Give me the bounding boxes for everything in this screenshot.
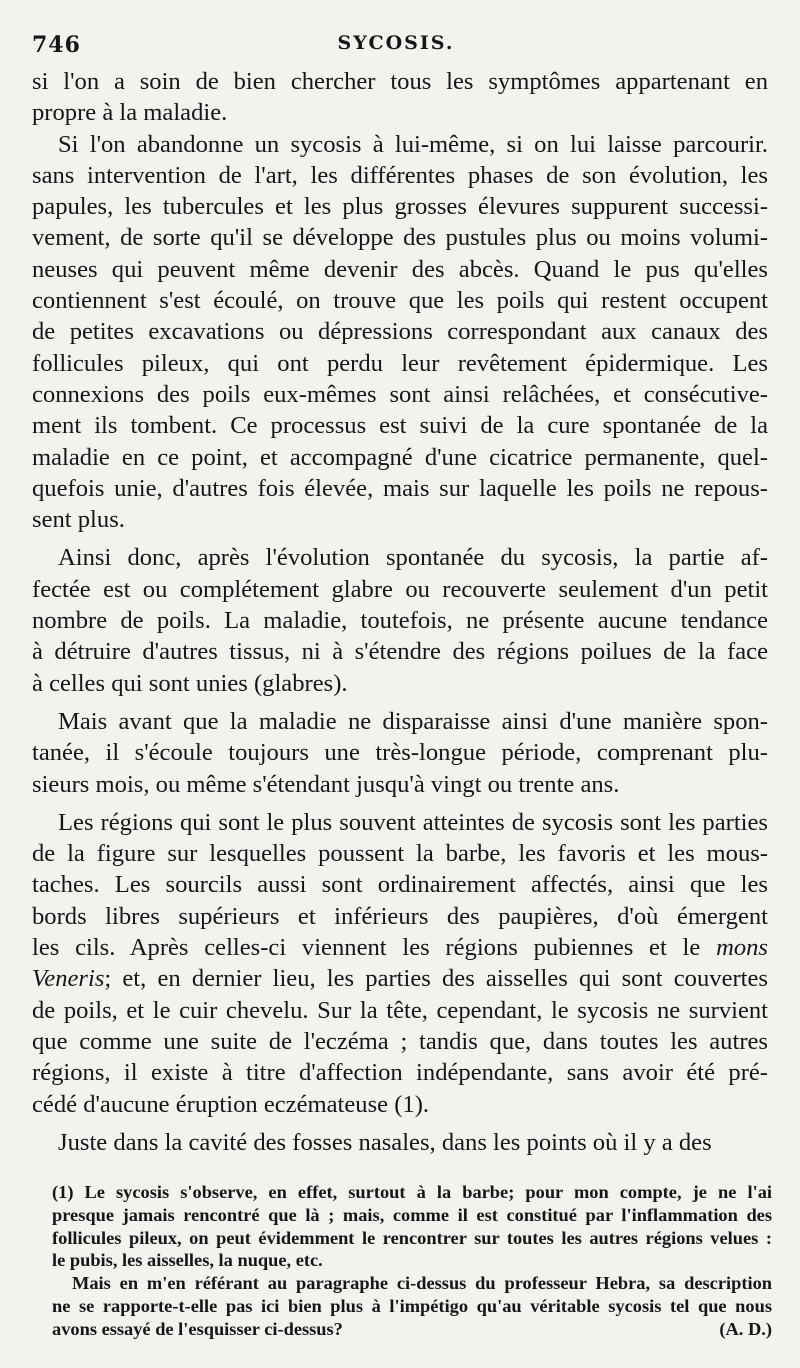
footnote-line: (1) Le sycosis s'observe, en effet, surtout à la barbe; pour mon compte, je ne l'ai (52, 1182, 772, 1202)
text-line: les cils. Après celles-ci viennent les régions pubiennes et le mons (32, 934, 768, 962)
text-line: à détruire d'autres tissus, ni à s'étendre des régions poilues de la face (32, 638, 768, 666)
text-line: quefois unie, d'autres fois élevée, mais sur laquelle les poils ne repous- (32, 474, 768, 502)
footnote-line: presque jamais rencontré que là ; mais, comme il est constitué par l'inflammation des (52, 1204, 772, 1225)
text-line: vement, de sorte qu'il se développe des pustules plus ou moins volumi- (32, 224, 768, 252)
paragraph (32, 807, 768, 1120)
text-line: Si l'on abandonne un sycosis à lui-même, si on lui laisse parcourir. (58, 130, 768, 158)
footnote-signature: (A. D.) (719, 1318, 772, 1339)
text-line: follicules pileux, qui ont perdu leur revêtement épidermique. Les (32, 349, 768, 377)
footnote-line: ne se rapporte-t-elle pas ici bien plus à l'impétigo qu'au véritable sycosis tel que nous (52, 1295, 772, 1316)
text-line: Juste dans la cavité des fosses nasales, dans les points où il y a des (58, 1128, 712, 1156)
text-line: propre à la maladie. (32, 99, 228, 127)
footnote-line: follicules pileux, on peut évidemment le rencontrer sur toutes les autres régions velues : (52, 1227, 772, 1248)
text-line: bords libres supérieurs et inférieurs des paupières, d'où émergent (32, 902, 768, 930)
text-line: neuses qui peuvent même devenir des abcès. Quand le pus qu'elles (32, 255, 768, 283)
body-text (32, 66, 768, 1158)
paragraph (32, 542, 768, 698)
page-header (32, 32, 760, 62)
footnote-last-row (52, 1318, 772, 1341)
text-line: cédé d'aucune éruption eczémateuse (1). (32, 1090, 430, 1118)
text-line: de poils, et le cuir chevelu. Sur la tête, cependant, le sycosis ne survient (32, 996, 768, 1024)
paragraph (32, 706, 768, 800)
running-title: SYCOSIS. (337, 32, 455, 54)
footnotes (52, 1181, 772, 1341)
text-line: ment ils tombent. Ce processus est suivi de la cure spontanée de la (32, 412, 768, 440)
paragraph (32, 1127, 768, 1158)
text-line: sans intervention de l'art, les différentes phases de son évolution, les (32, 161, 768, 189)
text-line: contiennent s'est écoulé, on trouve que les poils qui restent occupent (32, 287, 768, 315)
footnote-line: avons essayé de l'esquisser ci-dessus? (52, 1318, 343, 1339)
paragraph (32, 66, 768, 129)
text-line: que comme une suite de l'eczéma ; tandis que, dans toutes les autres (32, 1027, 768, 1055)
text-line: de petites excavations ou dépressions correspondant aux canaux des (32, 318, 768, 346)
footnote-note2 (52, 1272, 772, 1340)
text-line: sieurs mois, ou même s'étendant jusqu'à vingt ou trente ans. (32, 770, 620, 798)
text-line: Les régions qui sont le plus souvent atteintes de sycosis sont les parties (58, 808, 768, 836)
footnote-line: Mais en m'en référant au paragraphe ci-dessus du professeur Hebra, sa description (72, 1273, 772, 1294)
text-line: nombre de poils. La maladie, toutefois, ne présente aucune tendance (32, 607, 768, 635)
text-line: Mais avant que la maladie ne disparaisse ainsi d'une manière spon- (58, 707, 768, 735)
text-line: Veneris; et, en dernier lieu, les parties des aisselles qui sont couvertes (32, 965, 768, 993)
text-line: tanée, il s'écoule toujours une très-longue période, comprenant plu- (32, 739, 768, 767)
text-line: maladie en ce point, et accompagné d'une cicatrice permanente, quel- (32, 443, 768, 471)
text-line: à celles qui sont unies (glabres). (32, 669, 348, 697)
paragraph (32, 129, 768, 536)
page-number: 746 (32, 32, 81, 58)
text-line: régions, il existe à titre d'affection indépendante, sans avoir été pré- (32, 1059, 768, 1087)
text-line: connexions des poils eux-mêmes sont ainsi relâchées, et consécutive- (32, 380, 768, 408)
footnote-line: le pubis, les aisselles, la nuque, etc. (52, 1250, 323, 1271)
footnote-note1 (52, 1181, 772, 1272)
text-line: taches. Les sourcils aussi sont ordinairement affectés, ainsi que les (32, 871, 768, 899)
text-line: si l'on a soin de bien chercher tous les symptômes appartenant en (32, 68, 768, 95)
text-line: de la figure sur lesquelles poussent la barbe, les favoris et les mous- (32, 840, 768, 868)
text-line: Ainsi donc, après l'évolution spontanée du sycosis, la partie af- (58, 544, 768, 572)
text-line: sent plus. (32, 506, 125, 534)
text-line: papules, les tubercules et les plus grosses élevures suppurent successi- (32, 193, 768, 221)
text-line: fectée est ou complétement glabre ou recouverte seulement d'un petit (32, 575, 768, 603)
